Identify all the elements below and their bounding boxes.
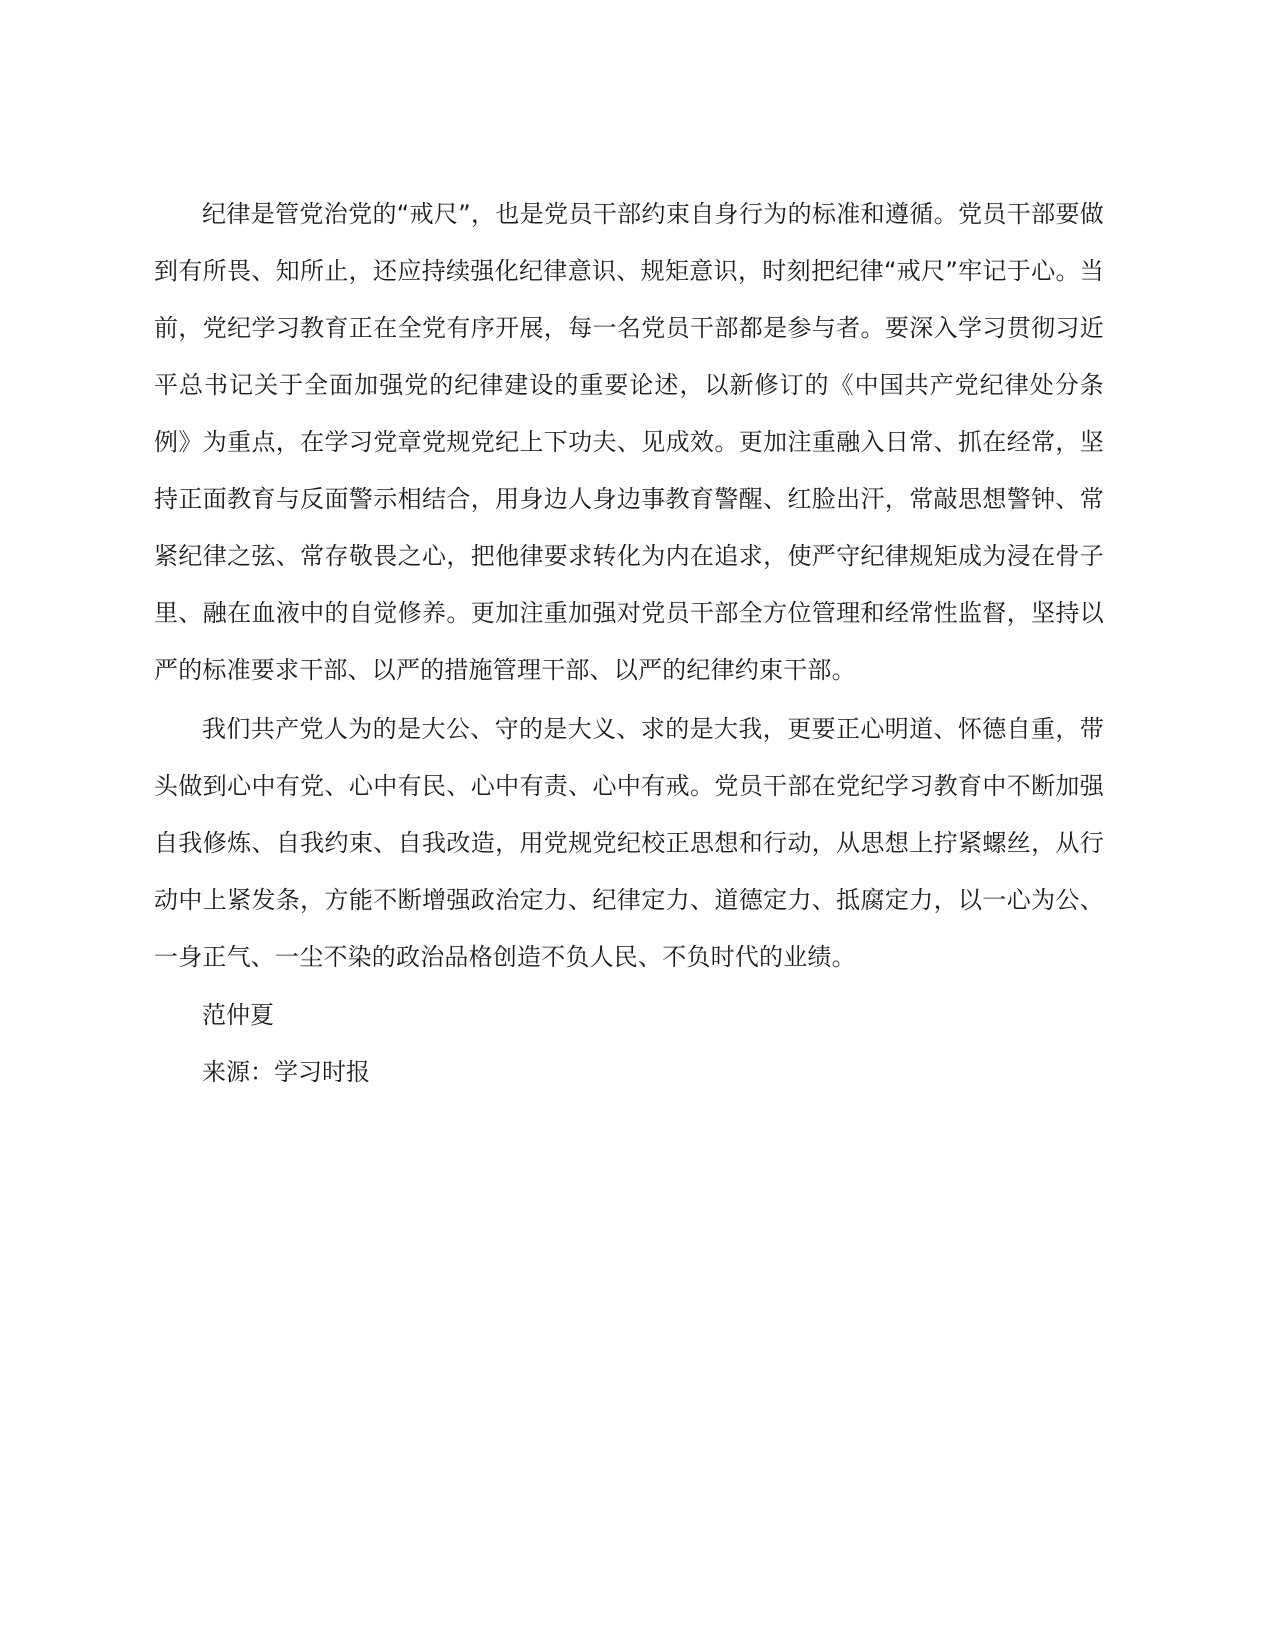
paragraph-2: 我们共产党人为的是大公、守的是大义、求的是大我，更要正心明道、怀德自重，带头做到心中有党、心中有民、心中有责、心中有戒。党员干部在党纪学习教育中不断加强自我修炼、自我约束、自我改造，用党规党纪校正思想和行动，从思想上拧紧螺丝，从行动中上紧发条，方能不断增强政治定力、纪律定力、道德定力、抵腐定力，以一心为公、一身正气、一尘不染的政治品格创造不负人民、不负时代的业绩。 [154, 715, 1104, 971]
paragraph-1: 纪律是管党治党的“戒尺”，也是党员干部约束自身行为的标准和遵循。党员干部要做到有所畏、知所止，还应持续强化纪律意识、规矩意识，时刻把纪律“戒尺”牢记于心。当前，党纪学习教育正在全党有序开展，每一名党员干部都是参与者。要深入学习贯彻习近平总书记关于全面加强党的纪律建设的重要论述，以新修订的《中国共产党纪律处分条例》为重点，在学习党章党规党纪上下功夫、见成效。更加注重融入日常、抓在经常，坚持正面教育与反面警示相结合，用身边人身边事教育警醒、红脸出汗，常敲思想警钟、常紧纪律之弦、常存敬畏之心，把他律要求转化为内在追求，使严守纪律规矩成为浸在骨子里、融在血液中的自觉修养。更加注重加强对党员干部全方位管理和经常性监督，坚持以严的标准要求干部、以严的措施管理干部、以严的纪律约束干部。 [154, 200, 1104, 684]
author-name: 范仲夏 [202, 1001, 274, 1029]
article-body [154, 186, 1104, 1101]
source-line: 来源：学习时报 [202, 1058, 370, 1086]
